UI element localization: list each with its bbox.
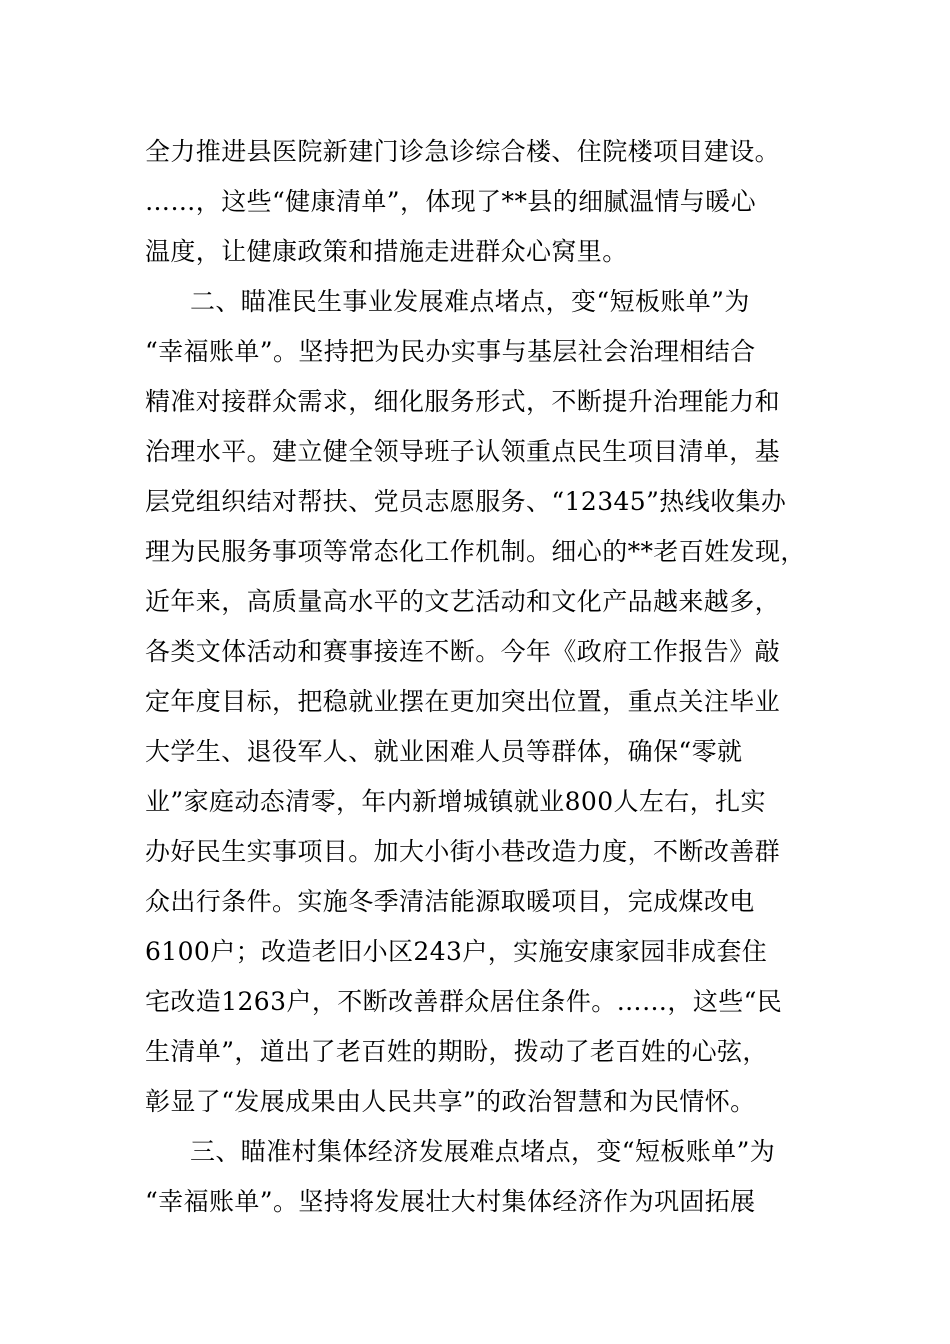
text-line: 彰显了“发展成果由人民共享”的政治智慧和为民情怀。 xyxy=(145,1087,756,1116)
text-line: 众出行条件。实施冬季清洁能源取暖项目，完成煤改电 xyxy=(145,887,755,916)
text-line: 精准对接群众需求，细化服务形式，不断提升治理能力和 xyxy=(145,387,781,416)
text-line: 定年度目标，把稳就业摆在更加突出位置，重点关注毕业 xyxy=(145,687,781,716)
text-line: 大学生、退役军人、就业困难人员等群体，确保“零就 xyxy=(145,737,743,766)
text-line: 温度，让健康政策和措施走进群众心窝里。 xyxy=(145,237,628,266)
text-line: “幸福账单”。坚持将发展壮大村集体经济作为巩固拓展 xyxy=(145,1187,756,1216)
text-line: “幸福账单”。坚持把为民办实事与基层社会治理相结合 xyxy=(145,337,756,366)
text-line: ……，这些“健康清单”，体现了**县的细腻温情与暖心 xyxy=(145,187,756,216)
text-line: 近年来，高质量高水平的文艺活动和文化产品越来越多， xyxy=(145,587,781,616)
text-line: 宅改造1263户，不断改善群众居住条件。……，这些“民 xyxy=(145,987,783,1016)
text-line: 治理水平。建立健全领导班子认领重点民生项目清单，基 xyxy=(145,437,781,466)
section-heading-two: 二、瞄准民生事业发展难点堵点，变“短板账单”为 xyxy=(190,287,750,316)
text-line: 层党组织结对帮扶、党员志愿服务、“12345”热线收集办 xyxy=(145,487,787,516)
text-line: 理为民服务事项等常态化工作机制。细心的**老百姓发现， xyxy=(145,537,806,566)
section-heading-three: 三、瞄准村集体经济发展难点堵点，变“短板账单”为 xyxy=(190,1137,776,1166)
text-line: 业”家庭动态清零，年内新增城镇就业800人左右，扎实 xyxy=(145,787,766,816)
text-line: 各类文体活动和赛事接连不断。今年《政府工作报告》敲 xyxy=(145,637,781,666)
text-line: 办好民生实事项目。加大小街小巷改造力度，不断改善群 xyxy=(145,837,781,866)
text-line: 6100户；改造老旧小区243户，实施安康家园非成套住 xyxy=(145,937,768,966)
text-line: 生清单”，道出了老百姓的期盼，拨动了老百姓的心弦， xyxy=(145,1037,768,1066)
text-line: 全力推进县医院新建门诊急诊综合楼、住院楼项目建设。 xyxy=(145,137,781,166)
